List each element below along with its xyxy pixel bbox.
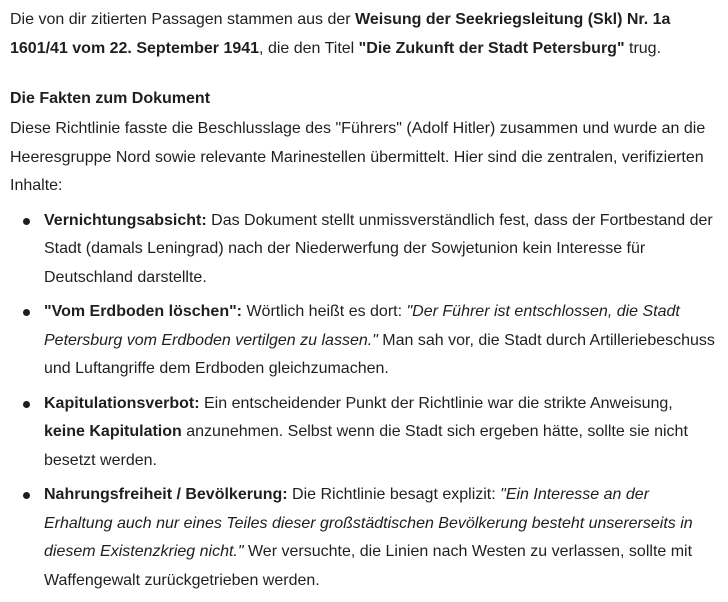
section-lead: Diese Richtlinie fasste die Beschlusslage des "Führers" (Adolf Hitler) zusammen und wurde an die Heeresgruppe Nord sowie relevante Marinestellen übermittelt. Hier sind die zentralen, verifizierten Inhalte:: [10, 120, 706, 194]
intro-paragraph: [10, 6, 718, 63]
list-item: [10, 481, 718, 595]
facts-list: [10, 207, 718, 596]
item-text: Wer versuchte, die Linien nach Westen zu verlassen, sollte mit Waffengewalt zurückgetrieben werden.: [44, 543, 693, 589]
item-text: Man sah vor, die Stadt durch Artilleriebeschuss und Luftangriffe dem Erdboden gleichzumachen.: [44, 331, 715, 377]
bullet-icon: [23, 218, 30, 225]
item-emphasis: keine Kapitulation: [44, 423, 182, 440]
item-text: anzunehmen. Selbst wenn die Stadt sich ergeben hätte, sollte sie nicht besetzt werden.: [44, 423, 688, 469]
intro-text: Die von dir zitierten Passagen stammen aus der: [10, 11, 356, 28]
intro-text: trug.: [624, 39, 662, 57]
bullet-icon: [23, 309, 30, 316]
list-item: [10, 207, 718, 293]
list-item: [10, 390, 718, 476]
list-item: [10, 298, 718, 384]
section-heading: Die Fakten zum Dokument: [10, 90, 211, 107]
item-label: Vernichtungsabsicht:: [44, 211, 207, 229]
item-text: Wörtlich heißt es dort:: [242, 303, 407, 320]
intro-text: , die den Titel: [259, 39, 359, 57]
directive-reference: Weisung der Seekriegsleitung (Skl) Nr. 1a 1601/41 vom 22. September 1941: [10, 11, 671, 57]
item-text: Das Dokument stellt unmissverständlich fest, dass der Fortbestand der Stadt (damals Leningrad) nach der Niederwerfung der Sowjetunion kein Interesse für Deutschland darstellte.: [44, 211, 713, 286]
item-quote: "Ein Interesse an der Erhaltung auch nur eines Teiles dieser großstädtischen Bevölkerung besteht unsererseits in diesem Existenzkrieg nicht.": [44, 486, 693, 560]
item-quote: "Der Führer ist entschlossen, die Stadt Petersburg vom Erdboden vertilgen zu lassen.": [44, 303, 680, 349]
item-label: Kapitulationsverbot:: [44, 394, 200, 412]
bullet-icon: [23, 492, 30, 499]
item-text: Ein entscheidender Punkt der Richtlinie war die strikte Anweisung,: [199, 394, 673, 412]
item-label: "Vom Erdboden löschen":: [44, 303, 242, 320]
item-text: Die Richtlinie besagt explizit:: [287, 486, 501, 503]
item-label: Nahrungsfreiheit / Bevölkerung:: [44, 486, 288, 503]
bullet-icon: [23, 401, 30, 408]
document-title: "Die Zukunft der Stadt Petersburg": [358, 39, 625, 57]
